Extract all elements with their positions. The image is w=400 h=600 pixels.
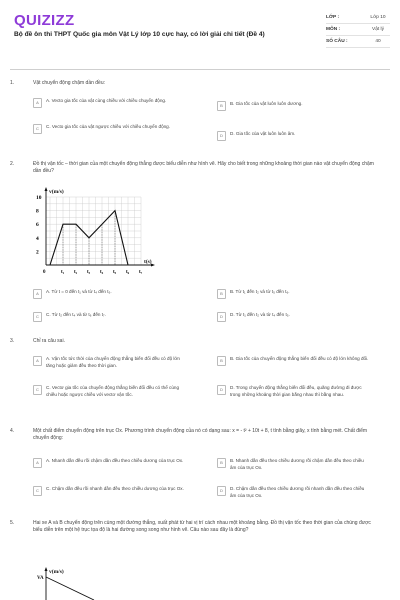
option-letter: D	[217, 385, 226, 395]
x-tick-label: t₁	[61, 270, 65, 275]
question-text: Đồ thị vận tốc – thời gian của một chuyển động thẳng được biểu diễn như hình vẽ. Hãy cho biết trong những khoảng thời gian nào vật chuyển động chậm dần đều?	[33, 161, 374, 174]
meta-value: Vật lý	[372, 27, 384, 32]
option-text: A. Vận tốc tức thời của chuyển động thẳng biến đổi đều có độ lớn tăng hoặc giảm đều theo thời gian.	[46, 356, 180, 368]
x-axis-label: t(s)	[144, 259, 152, 265]
x-tick-label: t₃	[87, 270, 91, 275]
y-tick-label: 4	[36, 235, 39, 242]
question-number: 2.	[10, 161, 15, 167]
option-text: C. Chậm dần đều rồi nhanh dần đều theo chiều dương của trục Ox.	[46, 486, 184, 491]
chart-grid	[46, 197, 141, 265]
option-letter: A	[33, 458, 42, 468]
option-text: C. Vectơ gia tốc của chuyển động thẳng biến đổi đều có thể cùng chiều hoặc ngược chiều với vectơ vận tốc.	[46, 385, 180, 397]
option-text: D. Từ t₁ đến t₂ và từ t₄ đến t₅.	[230, 312, 290, 317]
meta-key: LỚP :	[326, 15, 340, 20]
option-text: A. Từ t = 0 đến t₁ và từ t₄ đến t₅.	[46, 289, 112, 294]
page-title: Bộ đề ôn thi THPT Quốc gia môn Vật Lý lớp 10 cực hay, có lời giải chi tiết (Đề 4)	[14, 31, 265, 38]
y-tick-label: 2	[36, 249, 39, 256]
y-axis-arrow	[45, 187, 48, 191]
y-axis-label: v(m/s)	[49, 569, 64, 575]
y-tick-label: 10	[36, 195, 42, 201]
y-tick-label: 8	[36, 208, 39, 215]
x-tick-label: t₇	[139, 270, 143, 275]
option-letter: A	[33, 289, 42, 299]
header-divider	[10, 69, 390, 70]
x-tick-label: 0	[43, 270, 46, 275]
meta-key: MÔN :	[326, 27, 341, 32]
option-letter: D	[217, 131, 226, 141]
x-tick-labels	[43, 270, 143, 275]
question-number: 3.	[10, 338, 15, 344]
option-text: D. Trong chuyển động thẳng biến đổi đều, quãng đường đi được trong những khoảng thời gian bằng nhau thì bằng nhau.	[230, 385, 362, 397]
option-letter: B	[217, 289, 226, 299]
y-axis-label: v(m/s)	[49, 189, 64, 195]
meta-panel	[326, 12, 390, 48]
option-text: B. Gia tốc của vật luôn luôn dương.	[230, 101, 303, 106]
meta-value: Lớp 10	[370, 15, 386, 20]
meta-row-count	[326, 36, 390, 48]
y-axis-arrow	[45, 567, 48, 571]
option-letter: D	[217, 312, 226, 322]
y-tick-label: 6	[36, 222, 39, 229]
question-number: 5.	[10, 520, 15, 526]
question-text: Một chất điểm chuyển động trên trục Ox. Phương trình chuyển động của nó có dạng sau: x = - t² + 10t + 8, t tính bằng giây, x tính bằng mét. Chất điểm chuyển động:	[33, 428, 368, 441]
option-letter: B	[217, 458, 226, 468]
question-text: Hai xe A và B chuyển động trên cùng một đường thẳng, xuất phát từ hai vị trí cách nhau một khoảng bằng. Đồ thị vận tốc theo thời gian của chúng được biểu diễn trên một hệ trục tọa độ là hai đường song song như hình vẽ. Câu nào sau đây là đúng?	[33, 520, 371, 533]
meta-row-subject	[326, 24, 390, 36]
question-5	[10, 520, 390, 565]
option-letter: C	[33, 486, 42, 496]
question-text: Chỉ ra câu sai.	[33, 338, 65, 344]
option-letter: C	[33, 124, 42, 134]
option-text: A. Nhanh dần đều rồi chậm dần đều theo chiều dương của trục Ox.	[46, 458, 184, 463]
option-text: B. Nhanh dần đều theo chiều dương rồi chậm dần đều theo chiều âm của trục Ox.	[230, 458, 364, 470]
x-tick-label: t₂	[74, 270, 78, 275]
series-a-line	[46, 577, 94, 600]
option-letter: A	[33, 98, 42, 108]
question-5-chart	[34, 565, 114, 600]
question-text: Vật chuyển động chậm dần đều:	[33, 80, 105, 86]
quizizz-logo: QUIZIZZ	[14, 12, 75, 29]
meta-key: SỐ CÂU :	[326, 39, 348, 44]
question-number: 4.	[10, 428, 15, 434]
series-label-va: VA	[37, 576, 44, 581]
x-tick-label: t₆	[126, 270, 130, 275]
x-tick-label: t₄	[100, 270, 104, 275]
option-text: B. Từ t₁ đến t₂ và từ t₅ đến t₆.	[230, 289, 290, 294]
meta-row-class	[326, 12, 390, 24]
option-text: A. Vecto gia tốc của vật cùng chiều với chiều chuyển động.	[46, 98, 167, 103]
question-1	[10, 80, 390, 150]
option-letter: D	[217, 486, 226, 496]
meta-value: 40	[375, 39, 381, 44]
option-letter: A	[33, 356, 42, 366]
question-4	[10, 428, 390, 513]
option-letter: B	[217, 356, 226, 366]
x-tick-label: t₅	[113, 270, 117, 275]
question-3	[10, 338, 390, 418]
velocity-time-chart	[34, 185, 169, 277]
option-text: C. Vecto gia tốc của vật ngược chiều với chiều chuyển động.	[46, 124, 171, 129]
option-text: C. Từ t₂ đến t₄ và từ t₆ đến t₇.	[46, 312, 106, 317]
option-letter: C	[33, 385, 42, 395]
option-text: B. Gia tốc của chuyển động thẳng biến đổi đều có độ lớn không đổi.	[230, 356, 369, 361]
question-number: 1.	[10, 80, 15, 86]
option-letter: B	[217, 101, 226, 111]
option-letter: C	[33, 312, 42, 322]
option-text: D. Gia tốc của vật luôn luôn âm.	[230, 131, 296, 136]
option-text: D. Chậm dần đều theo chiều dương rồi nhanh dần đều theo chiều âm của trục Ox.	[230, 486, 365, 498]
y-tick-labels	[36, 195, 42, 255]
